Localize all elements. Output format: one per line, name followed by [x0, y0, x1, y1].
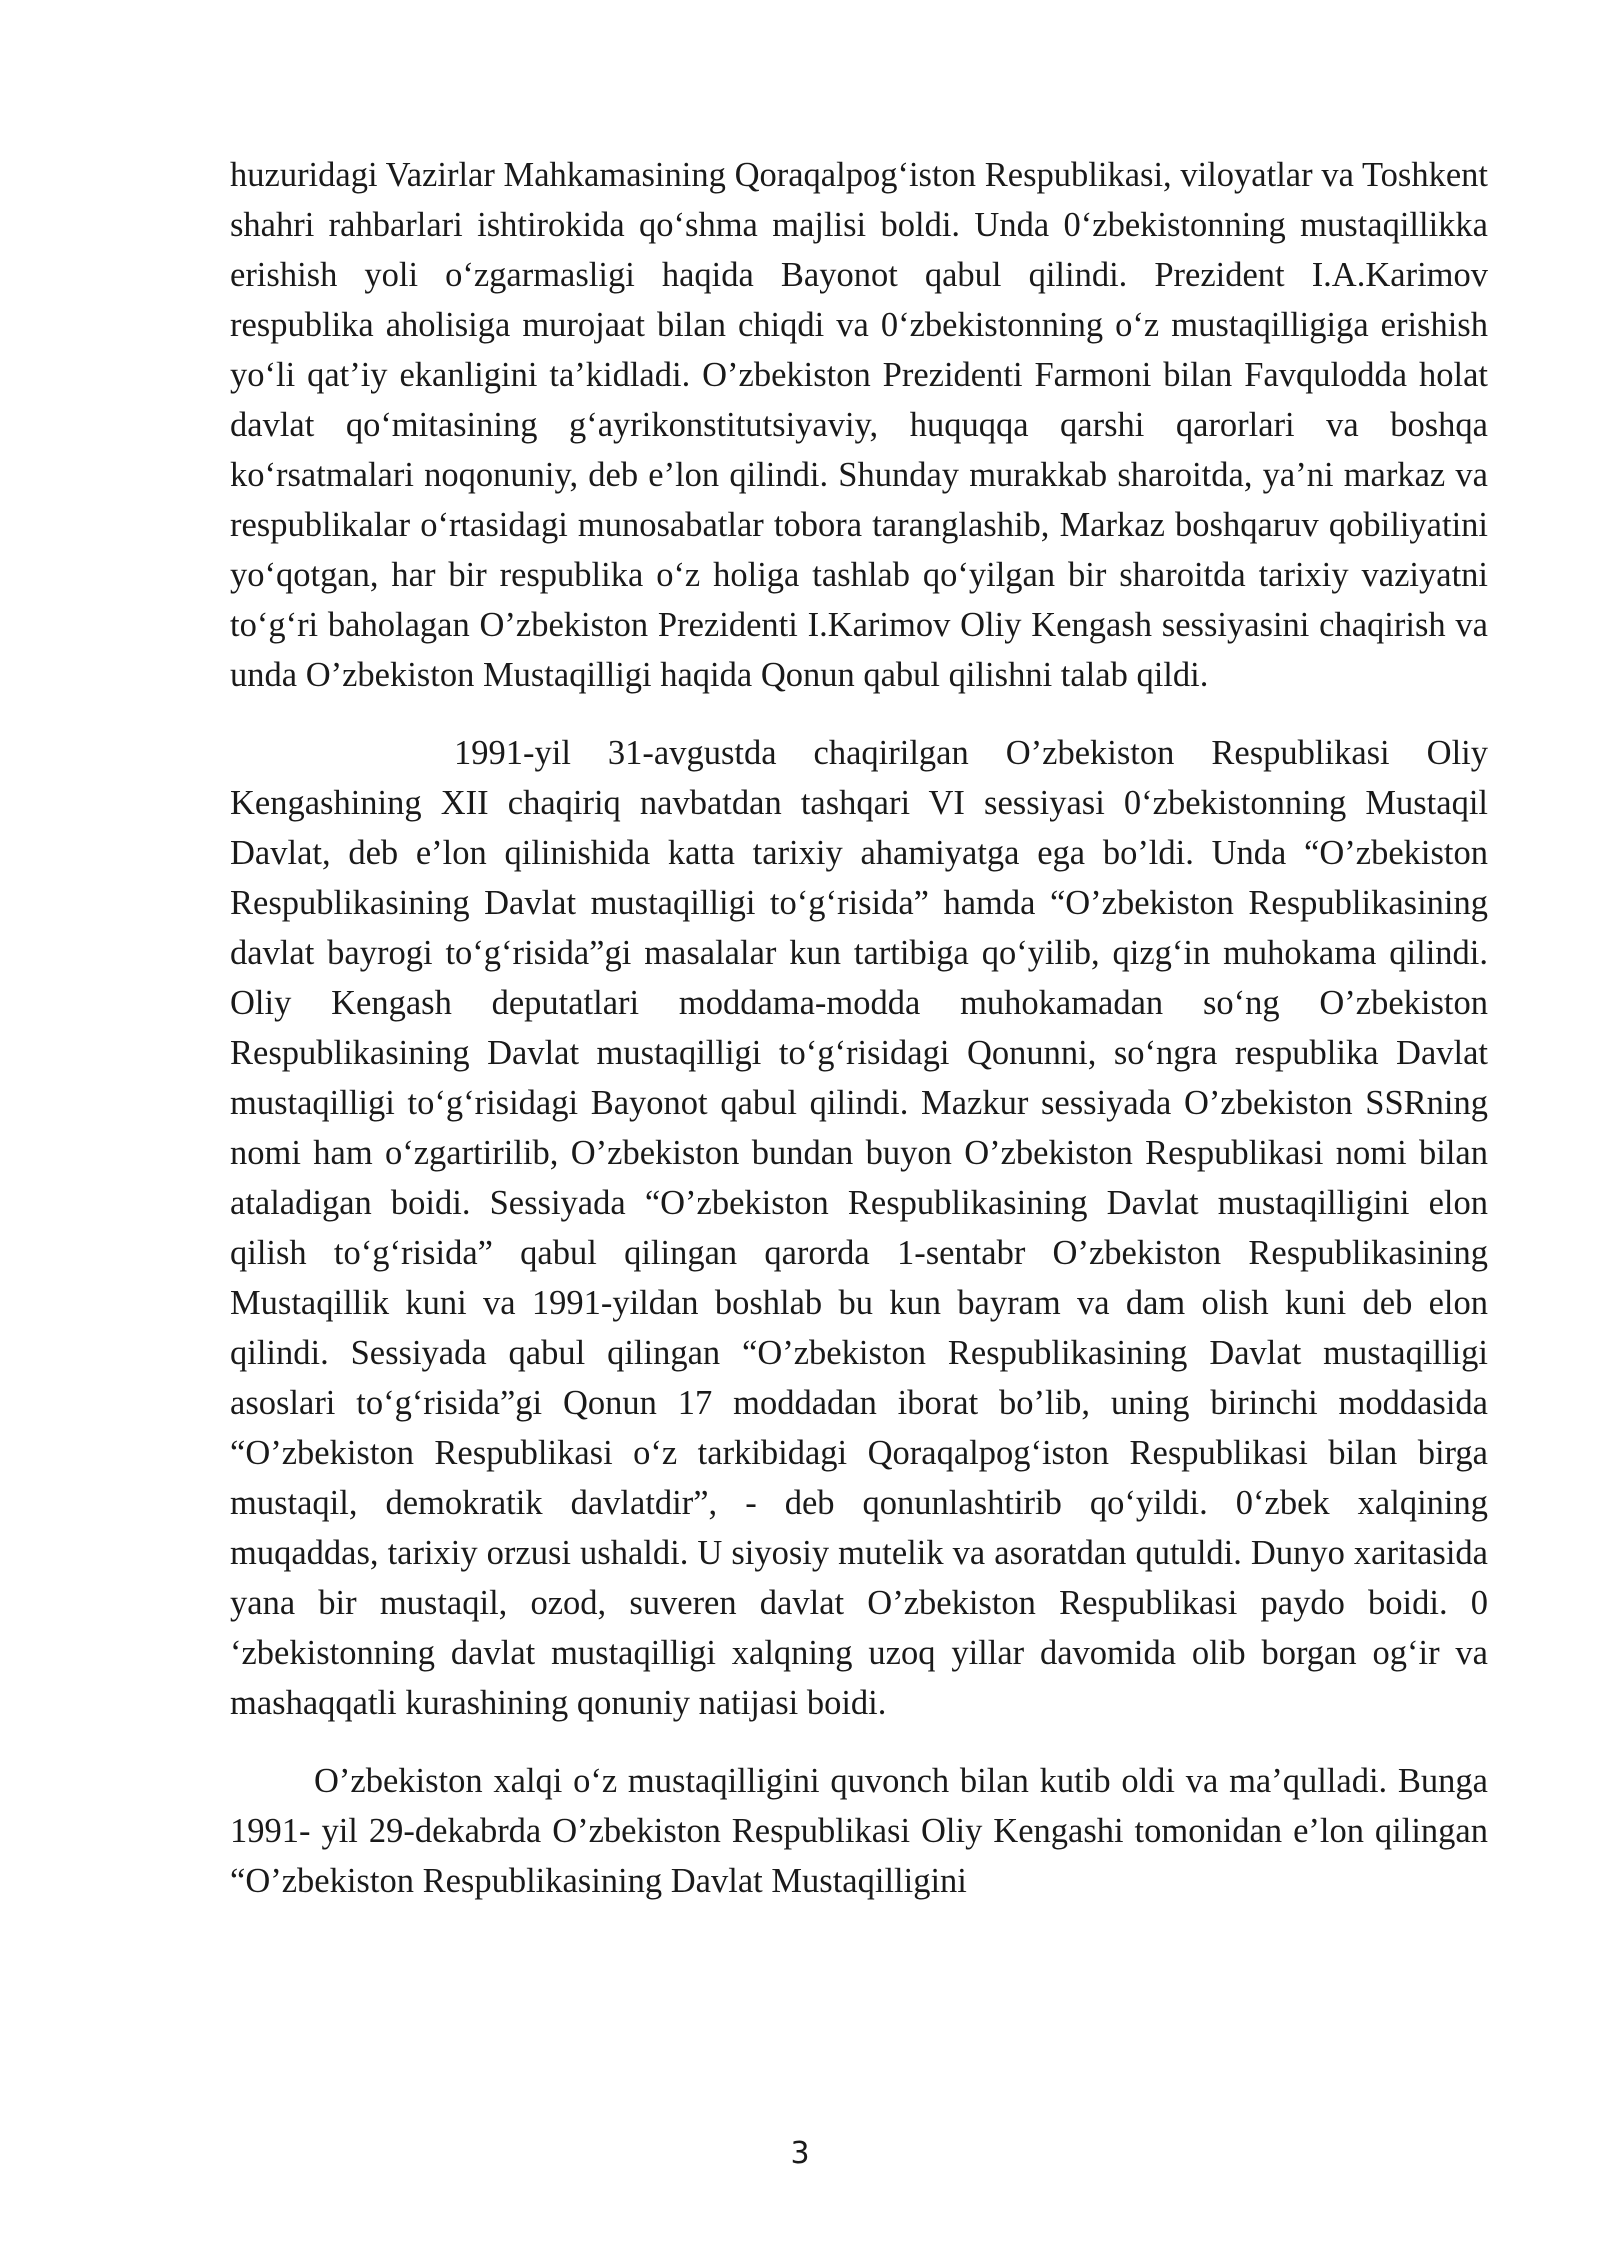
paragraph-3: O’zbekiston xalqi o‘z mustaqilligini quvonch bilan kutib oldi va ma’qulladi. Bunga 1991- yil 29-dekabrda O’zbekiston Respublikasi Oliy Kengashi tomonidan e’lon qilingan “O’zbekiston Respublikasining Davlat Mustaqilligini [230, 1762, 1488, 1900]
paragraph-2: 1991-yil 31-avgustda chaqirilgan O’zbekiston Respublikasi Oliy Kengashining XII chaqiriq navbatdan tashqari VI sessiyasi 0‘zbekistonning Mustaqil Davlat, deb e’lon qilinishida katta tarixiy ahamiyatga ega bo’ldi. Unda “O’zbekiston Respublikasining Davlat mustaqilligi to‘g‘risida” hamda “O’zbekiston Respublikasining davlat bayrogi to‘g‘risida”gi masalalar kun tartibiga qo‘yilib, qizg‘in muhokama qilindi. Oliy Kengash deputatlari moddama-modda muhokamadan so‘ng O’zbekiston Respublikasining Davlat mustaqilligi to‘g‘risidagi Qonunni, so‘ngra respublika Davlat mustaqilligi to‘g‘risidagi Bayonot qabul qilindi. Mazkur sessiyada O’zbekiston SSRning nomi ham o‘zgartirilib, O’zbekiston bundan buyon O’zbekiston Respublikasi nomi bilan ataladigan boidi. Sessiyada “O’zbekiston Respublikasining Davlat mustaqilligini elon qilish to‘g‘risida” qabul qilingan qarorda 1-sentabr O’zbekiston Respublikasining Mustaqillik kuni va 1991-yildan boshlab bu kun bayram va dam olish kuni deb elon qilindi. Sessiyada qabul qilingan “O’zbekiston Respublikasining Davlat mustaqilligi asoslari to‘g‘risida”gi Qonun 17 moddadan iborat bo’lib, uning birinchi moddasida “O’zbekiston Respublikasi o‘z tarkibidagi Qoraqalpog‘iston Respublikasi bilan birga mustaqil, demokratik davlatdir”, - deb qonunlashtirib qo‘yildi. 0‘zbek xalqining muqaddas, tarixiy orzusi ushaldi. U siyosiy mutelik va asoratdan qutuldi. Dunyo xaritasida yana bir mustaqil, ozod, suveren davlat O’zbekiston Respublikasi paydo boidi. 0 ‘zbekistonning davlat mustaqilligi xalqning uzoq yillar davomida olib borgan og‘ir va mashaqqatli kurashining qonuniy natijasi boidi. [230, 734, 1488, 1722]
page-number: 3 [790, 2136, 810, 2171]
paragraph-1: huzuridagi Vazirlar Mahkamasining Qoraqalpog‘iston Respublikasi, viloyatlar va Toshkent shahri rahbarlari ishtirokida qo‘shma majlisi boldi. Unda 0‘zbekistonning mustaqillikka erishish yoli o‘zgarmasligi haqida Bayonot qabul qilindi. Prezident I.A.Karimov respublika aholisiga murojaat bilan chiqdi va 0‘zbekistonning o‘z mustaqilligiga erishish yo‘li qat’iy ekanligini ta’kidladi. O’zbekiston Prezidenti Farmoni bilan Favqulodda holat davlat qo‘mitasining g‘ayrikonstitutsiyaviy, huquqqa qarshi qarorlari va boshqa ko‘rsatmalari noqonuniy, deb e’lon qilindi. Shunday murakkab sharoitda, ya’ni markaz va respublikalar o‘rtasidagi munosabatlar tobora taranglashib, Markaz boshqaruv qobiliyatini yo‘qotgan, har bir respublika o‘z holiga tashlab qo‘yilgan bir sharoitda tarixiy vaziyatni to‘g‘ri baholagan O’zbekiston Prezidenti I.Karimov Oliy Kengash sessiyasini chaqirish va unda O’zbekiston Mustaqilligi haqida Qonun qabul qilishni talab qildi. [230, 156, 1488, 694]
body-text [230, 150, 1488, 1906]
